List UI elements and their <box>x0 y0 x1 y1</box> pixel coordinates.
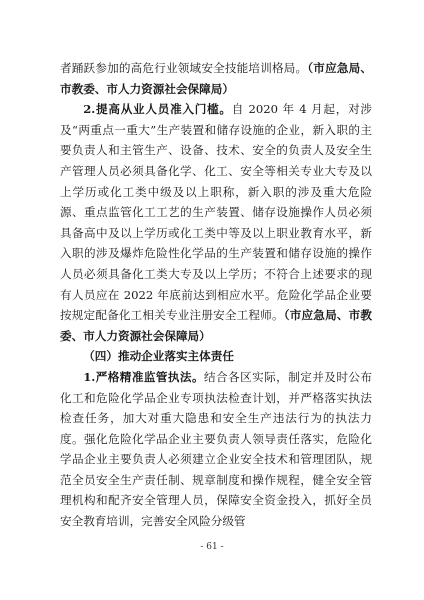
section-heading: （四）推动企业落实主体责任 <box>83 349 234 364</box>
paragraph-enforcement <box>60 367 372 532</box>
paragraph-continuation <box>60 58 372 99</box>
responsible-departments: （市应急局、市教委、市人力资源社会保障局） <box>60 61 372 96</box>
document-body <box>60 58 372 532</box>
paragraph-text: 者踊跃参加的高危行业领域安全技能培训格局。 <box>60 61 308 75</box>
responsible-departments: （市应急局、市教委、市人力资源社会保障局） <box>60 308 372 343</box>
paragraph-text: 自 2020 年 4 月起，对涉及“两重点一重大”生产装置和储存设施的企业，新入职的主要负责人和主管生产、设备、技术、安全的负责人及安全生产管理人员必须具备化学、化工、安全等相关专业大专及以上学历或化工类中级及以上职称，新入职的涉及重大危险源、重点监管化工工艺的生产装置、储存设施操作人员必须具备高中及以上学历或化工类中等及以上职业教育水平，新入职的涉及爆炸危险性化学品的生产装置和储存设施的操作人员必须具备化工类大专及以上学历；不符合上述要求的现有人员应在 2022 年底前达到相应水平。危险化学品企业要按规定配备化工相关专业注册安全工程师。 <box>60 102 372 323</box>
paragraph-entry-barrier <box>60 99 372 346</box>
page-number: - 61 - <box>200 542 224 552</box>
paragraph-title: 1.严格精准监管执法。 <box>83 369 204 384</box>
paragraph-title: 2.提高从业人员准入门槛。 <box>83 102 232 117</box>
paragraph-text: 结合各区实际，制定并及时公布化工和危险化学品企业专项执法检查计划，并严格落实执法检查任务，加大对重大隐患和安全生产违法行为的执法力度。强化危险化学品企业主要负责人领导责任落实，危险化学品企业主要负责人必须建立企业安全技术和管理团队，规范全员安全生产责任制、规章制度和操作规程，健全安全管理机构和配齐安全管理人员，保障安全资金投入，抓好全员安全教育培训，完善安全风险分级管 <box>60 369 372 529</box>
